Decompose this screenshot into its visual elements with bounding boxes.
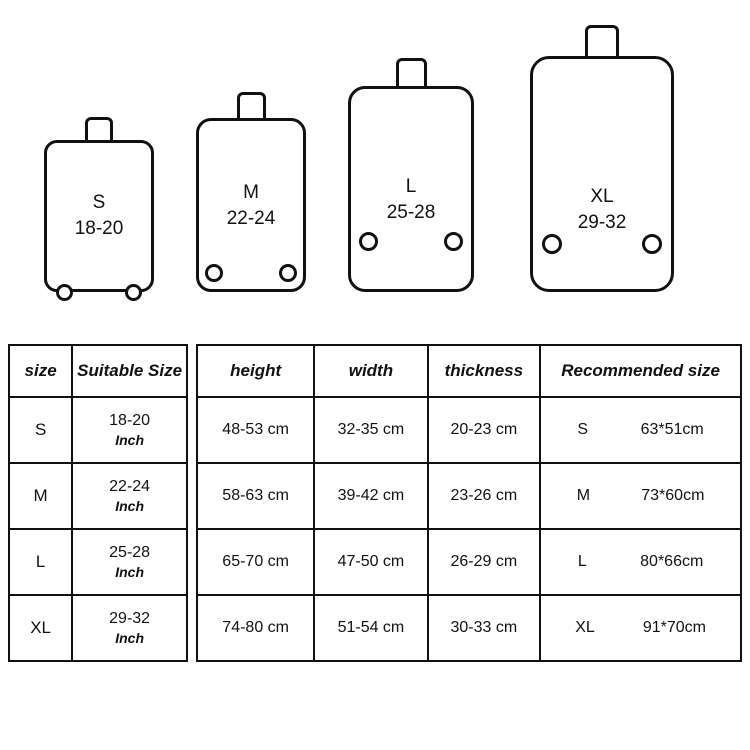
cell-thickness: 20-23 cm	[428, 397, 541, 463]
cell-size: L	[9, 529, 72, 595]
table-header-row	[197, 345, 741, 397]
suitcase-label-xl	[530, 184, 674, 235]
cell-suitable-unit: Inch	[115, 431, 144, 448]
cell-suitable-value: 22-24	[109, 478, 151, 496]
cell-height: 58-63 cm	[197, 463, 314, 529]
table-row	[9, 529, 187, 595]
cell-size: M	[9, 463, 72, 529]
suitcase-inches-label: 22-24	[226, 207, 276, 229]
table-row	[9, 595, 187, 661]
suitcase-handle-icon	[396, 58, 427, 88]
cell-recommended-dimension: 73*60cm	[641, 487, 705, 504]
suitcase-body	[530, 56, 674, 292]
suitcase-inches-label: 29-32	[577, 211, 627, 233]
cell-recommended-size: M	[576, 487, 591, 504]
suitcase-inches-label: 18-20	[74, 217, 124, 239]
suitcase-size-label: L	[405, 176, 417, 197]
column-header-size: size	[9, 345, 72, 397]
cell-thickness: 30-33 cm	[428, 595, 541, 661]
cell-recommended	[540, 595, 741, 661]
suitcase-label-s	[44, 190, 154, 241]
suitcase-handle-icon	[585, 25, 619, 58]
column-header-thickness: thickness	[428, 345, 541, 397]
cell-height: 74-80 cm	[197, 595, 314, 661]
luggage-illustration-group	[0, 0, 750, 330]
suitcase-inches-label: 25-28	[386, 201, 436, 223]
cell-recommended-dimension: 80*66cm	[640, 553, 704, 570]
cell-suitable-size	[72, 463, 187, 529]
table-row	[197, 463, 741, 529]
column-header-suitable-size: Suitable Size	[72, 345, 187, 397]
cell-height: 65-70 cm	[197, 529, 314, 595]
cell-recommended-size: L	[577, 553, 587, 570]
suitcase-label-m	[196, 180, 306, 231]
suitcase-label-l	[348, 174, 474, 225]
cell-suitable-unit: Inch	[115, 497, 144, 514]
suitcase-handle-icon	[237, 92, 266, 120]
cell-suitable-unit: Inch	[115, 563, 144, 580]
cell-suitable-size	[72, 397, 187, 463]
cell-recommended-size: XL	[575, 619, 595, 636]
column-header-width: width	[314, 345, 427, 397]
suitcase-wheel-icon	[359, 232, 378, 251]
suitcase-size-label: S	[92, 192, 106, 213]
cell-width: 39-42 cm	[314, 463, 427, 529]
column-header-height: height	[197, 345, 314, 397]
cell-width: 32-35 cm	[314, 397, 427, 463]
cell-size: XL	[9, 595, 72, 661]
suitcase-wheel-icon	[205, 264, 223, 282]
suitcase-size-label: M	[243, 182, 259, 203]
cell-recommended	[540, 463, 741, 529]
cell-width: 47-50 cm	[314, 529, 427, 595]
cell-suitable-size	[72, 529, 187, 595]
size-reference-table	[8, 344, 188, 662]
cell-width: 51-54 cm	[314, 595, 427, 661]
suitcase-handle-icon	[85, 117, 113, 142]
cell-suitable-size	[72, 595, 187, 661]
suitcase-wheel-icon	[56, 284, 73, 301]
suitcase-s	[44, 140, 154, 292]
suitcase-wheel-icon	[125, 284, 142, 301]
cell-suitable-value: 25-28	[109, 544, 151, 562]
table-row	[197, 529, 741, 595]
suitcase-xl	[530, 56, 674, 292]
suitcase-wheel-icon	[444, 232, 463, 251]
cell-height: 48-53 cm	[197, 397, 314, 463]
cell-suitable-unit: Inch	[115, 629, 144, 646]
table-header-row	[9, 345, 187, 397]
column-header-recommended-size: Recommended size	[540, 345, 741, 397]
table-row	[9, 463, 187, 529]
cell-suitable-value: 18-20	[109, 412, 151, 430]
table-row	[9, 397, 187, 463]
cell-size: S	[9, 397, 72, 463]
suitcase-m	[196, 118, 306, 292]
dimensions-table	[196, 344, 742, 662]
cell-recommended	[540, 397, 741, 463]
cell-recommended-size: S	[577, 421, 589, 438]
suitcase-l	[348, 86, 474, 292]
cell-recommended	[540, 529, 741, 595]
cell-thickness: 23-26 cm	[428, 463, 541, 529]
cell-recommended-dimension: 63*51cm	[640, 421, 704, 438]
suitcase-wheel-icon	[279, 264, 297, 282]
cell-suitable-value: 29-32	[109, 610, 151, 628]
suitcase-size-label: XL	[590, 186, 614, 207]
table-row	[197, 397, 741, 463]
cell-recommended-dimension: 91*70cm	[642, 619, 706, 636]
cell-thickness: 26-29 cm	[428, 529, 541, 595]
suitcase-wheel-icon	[642, 234, 662, 254]
suitcase-wheel-icon	[542, 234, 562, 254]
table-row	[197, 595, 741, 661]
